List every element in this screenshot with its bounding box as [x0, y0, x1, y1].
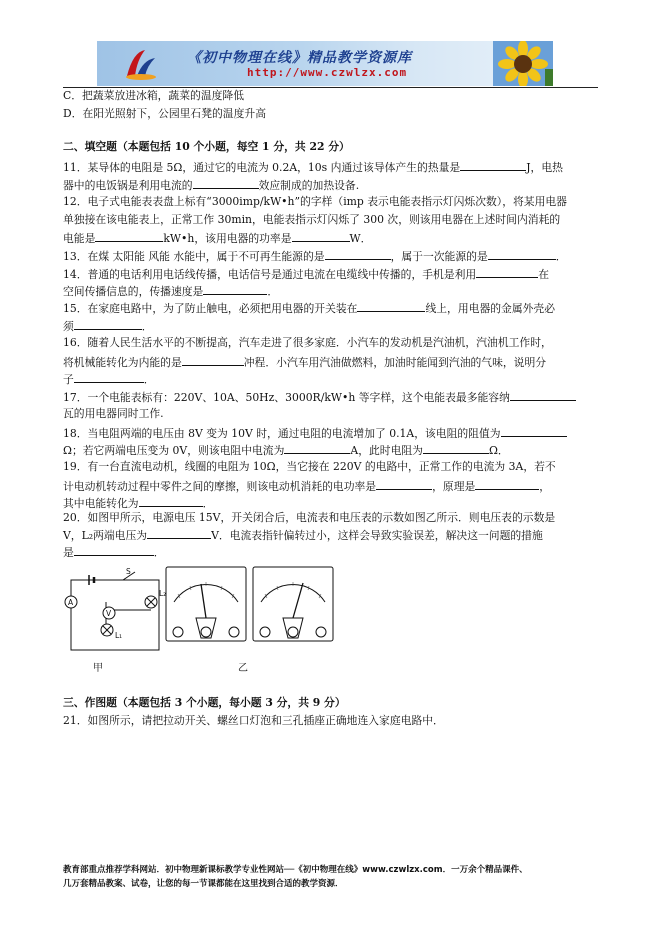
q13-line	[63, 248, 598, 264]
blank[interactable]	[357, 300, 425, 312]
lamp-l1-label: L₁	[115, 631, 123, 640]
switch-label: S	[126, 567, 131, 576]
text-segment: 效应制成的加热设备.	[258, 179, 360, 192]
text-segment: 瓦的用电器同时工作.	[63, 407, 164, 420]
q16-line3	[63, 371, 598, 387]
text-segment: W．	[349, 232, 372, 245]
text-segment: A，此时电阻为	[350, 444, 423, 457]
text-segment: ，原理是	[432, 480, 476, 493]
option-c	[63, 89, 598, 103]
blank[interactable]	[284, 442, 350, 454]
text-segment: 单独接在该电能表上，正常工作 30min，电能表指示灯闪烁了 300 次，则该用电器在上述时间内消耗的	[63, 213, 561, 226]
blank[interactable]	[488, 248, 556, 260]
text-segment: ，	[539, 480, 551, 493]
text-segment: 17．一个电能表标有：220V、10A、50Hz、3000R/kW•h 等字样，这个电能表最多能容纳	[63, 391, 510, 404]
blank[interactable]	[376, 478, 432, 490]
text-segment: ．	[202, 497, 214, 510]
text-segment: 电能是	[63, 232, 96, 245]
blank[interactable]	[74, 544, 154, 556]
sunflower-icon	[493, 41, 553, 86]
text-segment: 空间传播信息的，传播速度是	[63, 285, 204, 298]
lamp-l2-label: L₂	[159, 589, 167, 598]
blank[interactable]	[74, 318, 142, 330]
text-segment: V，L₂两端电压为	[63, 529, 148, 542]
text-segment: 子	[63, 373, 74, 386]
banner-title: 《初中物理在线》精品教学资源库	[187, 50, 412, 66]
q17-line2	[63, 407, 598, 421]
q18-line1	[63, 425, 598, 441]
blank[interactable]	[510, 389, 576, 401]
q15-line2	[63, 318, 598, 334]
blank[interactable]	[182, 354, 244, 366]
blank[interactable]	[147, 527, 211, 539]
q21-line	[63, 714, 598, 728]
text-segment: Ω；若它两端电压变为 0V，则该电阻中电流为	[63, 444, 285, 457]
text-segment: ．	[555, 250, 567, 263]
ammeter-label: A	[68, 598, 74, 607]
q20-line1	[63, 511, 598, 525]
section-3-heading	[63, 696, 598, 710]
circuit-diagram	[63, 562, 363, 682]
text-segment: ．	[153, 546, 165, 559]
page-footer	[63, 863, 603, 891]
q14-line2	[63, 283, 598, 299]
text-segment: 冲程．小汽车用汽油做燃料，加油时能闻到汽油的气味，说明分	[243, 356, 547, 369]
text-segment: 11．某导体的电阻是 5Ω，通过它的电流为 0.2A，10s 内通过该导体产生的热量是	[63, 161, 461, 174]
text-segment: V．电流表指针偏转过小，这样会导致实验误差，解决这一问题的措施	[211, 529, 543, 542]
blank[interactable]	[203, 283, 267, 295]
text-segment: 在	[538, 268, 550, 281]
text-segment: ．	[143, 373, 155, 386]
caption-yi: 乙	[238, 663, 248, 674]
q19-line3	[63, 495, 598, 511]
blank[interactable]	[476, 266, 538, 278]
section-2-heading	[63, 140, 598, 154]
text-segment: 15．在家庭电路中，为了防止触电，必须把用电器的开关装在	[63, 302, 358, 315]
blank[interactable]	[193, 177, 259, 189]
text-segment: 13．在煤 太阳能 风能 水能中，属于不可再生能源的是	[63, 250, 325, 263]
text-segment: 16．随着人民生活水平的不断提高，汽车走进了很多家庭．小汽车的发动机是汽油机，汽油机工作时，	[63, 336, 552, 349]
header-rule	[63, 87, 598, 88]
blank[interactable]	[95, 230, 163, 242]
text-segment: 须	[63, 320, 74, 333]
blank[interactable]	[423, 442, 489, 454]
q12-line3	[63, 230, 598, 246]
footer-line: 几万套精品教案、试卷，让您的每一节课都能在这里找到合适的教学资源．	[63, 879, 344, 889]
text-segment: J，电热	[526, 161, 563, 174]
q17-line1	[63, 389, 598, 405]
blank[interactable]	[501, 425, 567, 437]
text-segment: 其中电能转化为	[63, 497, 139, 510]
footer-line: 教育部重点推荐学科网站．初中物理新课标教学专业性网站──《初中物理在线》www.czwlzx.com．一万余个精品课件、	[63, 865, 528, 875]
text-segment: 三、作图题（本题包括 3 个小题，每小题 3 分，共 9 分）	[63, 696, 346, 709]
q16-line1	[63, 336, 598, 350]
text-segment: 器中的电饭锅是利用电流的	[63, 179, 193, 192]
blank[interactable]	[139, 495, 203, 507]
q14-line1	[63, 266, 598, 282]
text-segment: 计电动机转动过程中零件之间的摩擦，则该电动机消耗的电功率是	[63, 480, 377, 493]
logo-icon	[123, 46, 159, 82]
voltmeter-label: V	[106, 609, 112, 618]
q20-figure	[63, 562, 363, 682]
text-segment: ，属于一次能源的是	[390, 250, 488, 263]
text-segment: kW•h，该用电器的功率是	[163, 232, 292, 245]
q16-line2	[63, 354, 598, 370]
caption-jia: 甲	[93, 663, 103, 674]
q12-line1	[63, 195, 598, 209]
q19-line1	[63, 460, 598, 474]
banner-url[interactable]: http://www.czwlzx.com	[247, 66, 408, 79]
blank[interactable]	[74, 371, 144, 383]
q15-line1	[63, 300, 598, 316]
text-segment: 12．电子式电能表表盘上标有“3000imp/kW•h”的字样（imp 表示电能表指示灯闪烁次数），将某用电器	[63, 195, 567, 208]
q12-line2	[63, 213, 598, 227]
header-banner	[97, 41, 553, 86]
text-segment: 19．有一台直流电动机，线圈的电阻为 10Ω，当它接在 220V 的电路中，正常工作的电流为 3A，若不	[63, 460, 556, 473]
text-segment: ．	[141, 320, 153, 333]
q18-line2	[63, 442, 598, 458]
text-segment: 21．如图所示，请把拉动开关、螺丝口灯泡和三孔插座正确地连入家庭电路中．	[63, 714, 444, 727]
text-segment: Ω．	[488, 444, 509, 457]
text-segment: 线上，用电器的金属外壳必	[425, 302, 556, 315]
text-segment: 二、填空题（本题包括 10 个小题，每空 1 分，共 22 分）	[63, 140, 350, 153]
q19-line2	[63, 478, 598, 494]
text-segment: 14．普通的电话利用电话线传播，电话信号是通过电流在电缆线中传播的，手机是利用	[63, 268, 477, 281]
text-segment: 将机械能转化为内能的是	[63, 356, 182, 369]
text-segment: ．	[267, 285, 279, 298]
text-segment: 18．当电阻两端的电压由 8V 变为 10V 时，通过电阻的电流增加了 0.1A，该电阻的阻值为	[63, 427, 501, 440]
blank[interactable]	[460, 159, 526, 171]
text-segment: 是	[63, 546, 74, 559]
q20-line3	[63, 544, 598, 560]
text-segment: 20．如图甲所示，电源电压 15V，开关闭合后，电流表和电压表的示数如图乙所示．则电压表的示数是	[63, 511, 556, 524]
text-segment: C．把蔬菜放进冰箱，蔬菜的温度降低	[63, 89, 245, 102]
blank[interactable]	[475, 478, 539, 490]
option-d	[63, 107, 598, 121]
q11-line1	[63, 159, 598, 175]
blank[interactable]	[325, 248, 391, 260]
q20-line2	[63, 527, 598, 543]
q11-line2	[63, 177, 598, 193]
text-segment: D．在阳光照射下，公园里石凳的温度升高	[63, 107, 266, 120]
blank[interactable]	[292, 230, 350, 242]
